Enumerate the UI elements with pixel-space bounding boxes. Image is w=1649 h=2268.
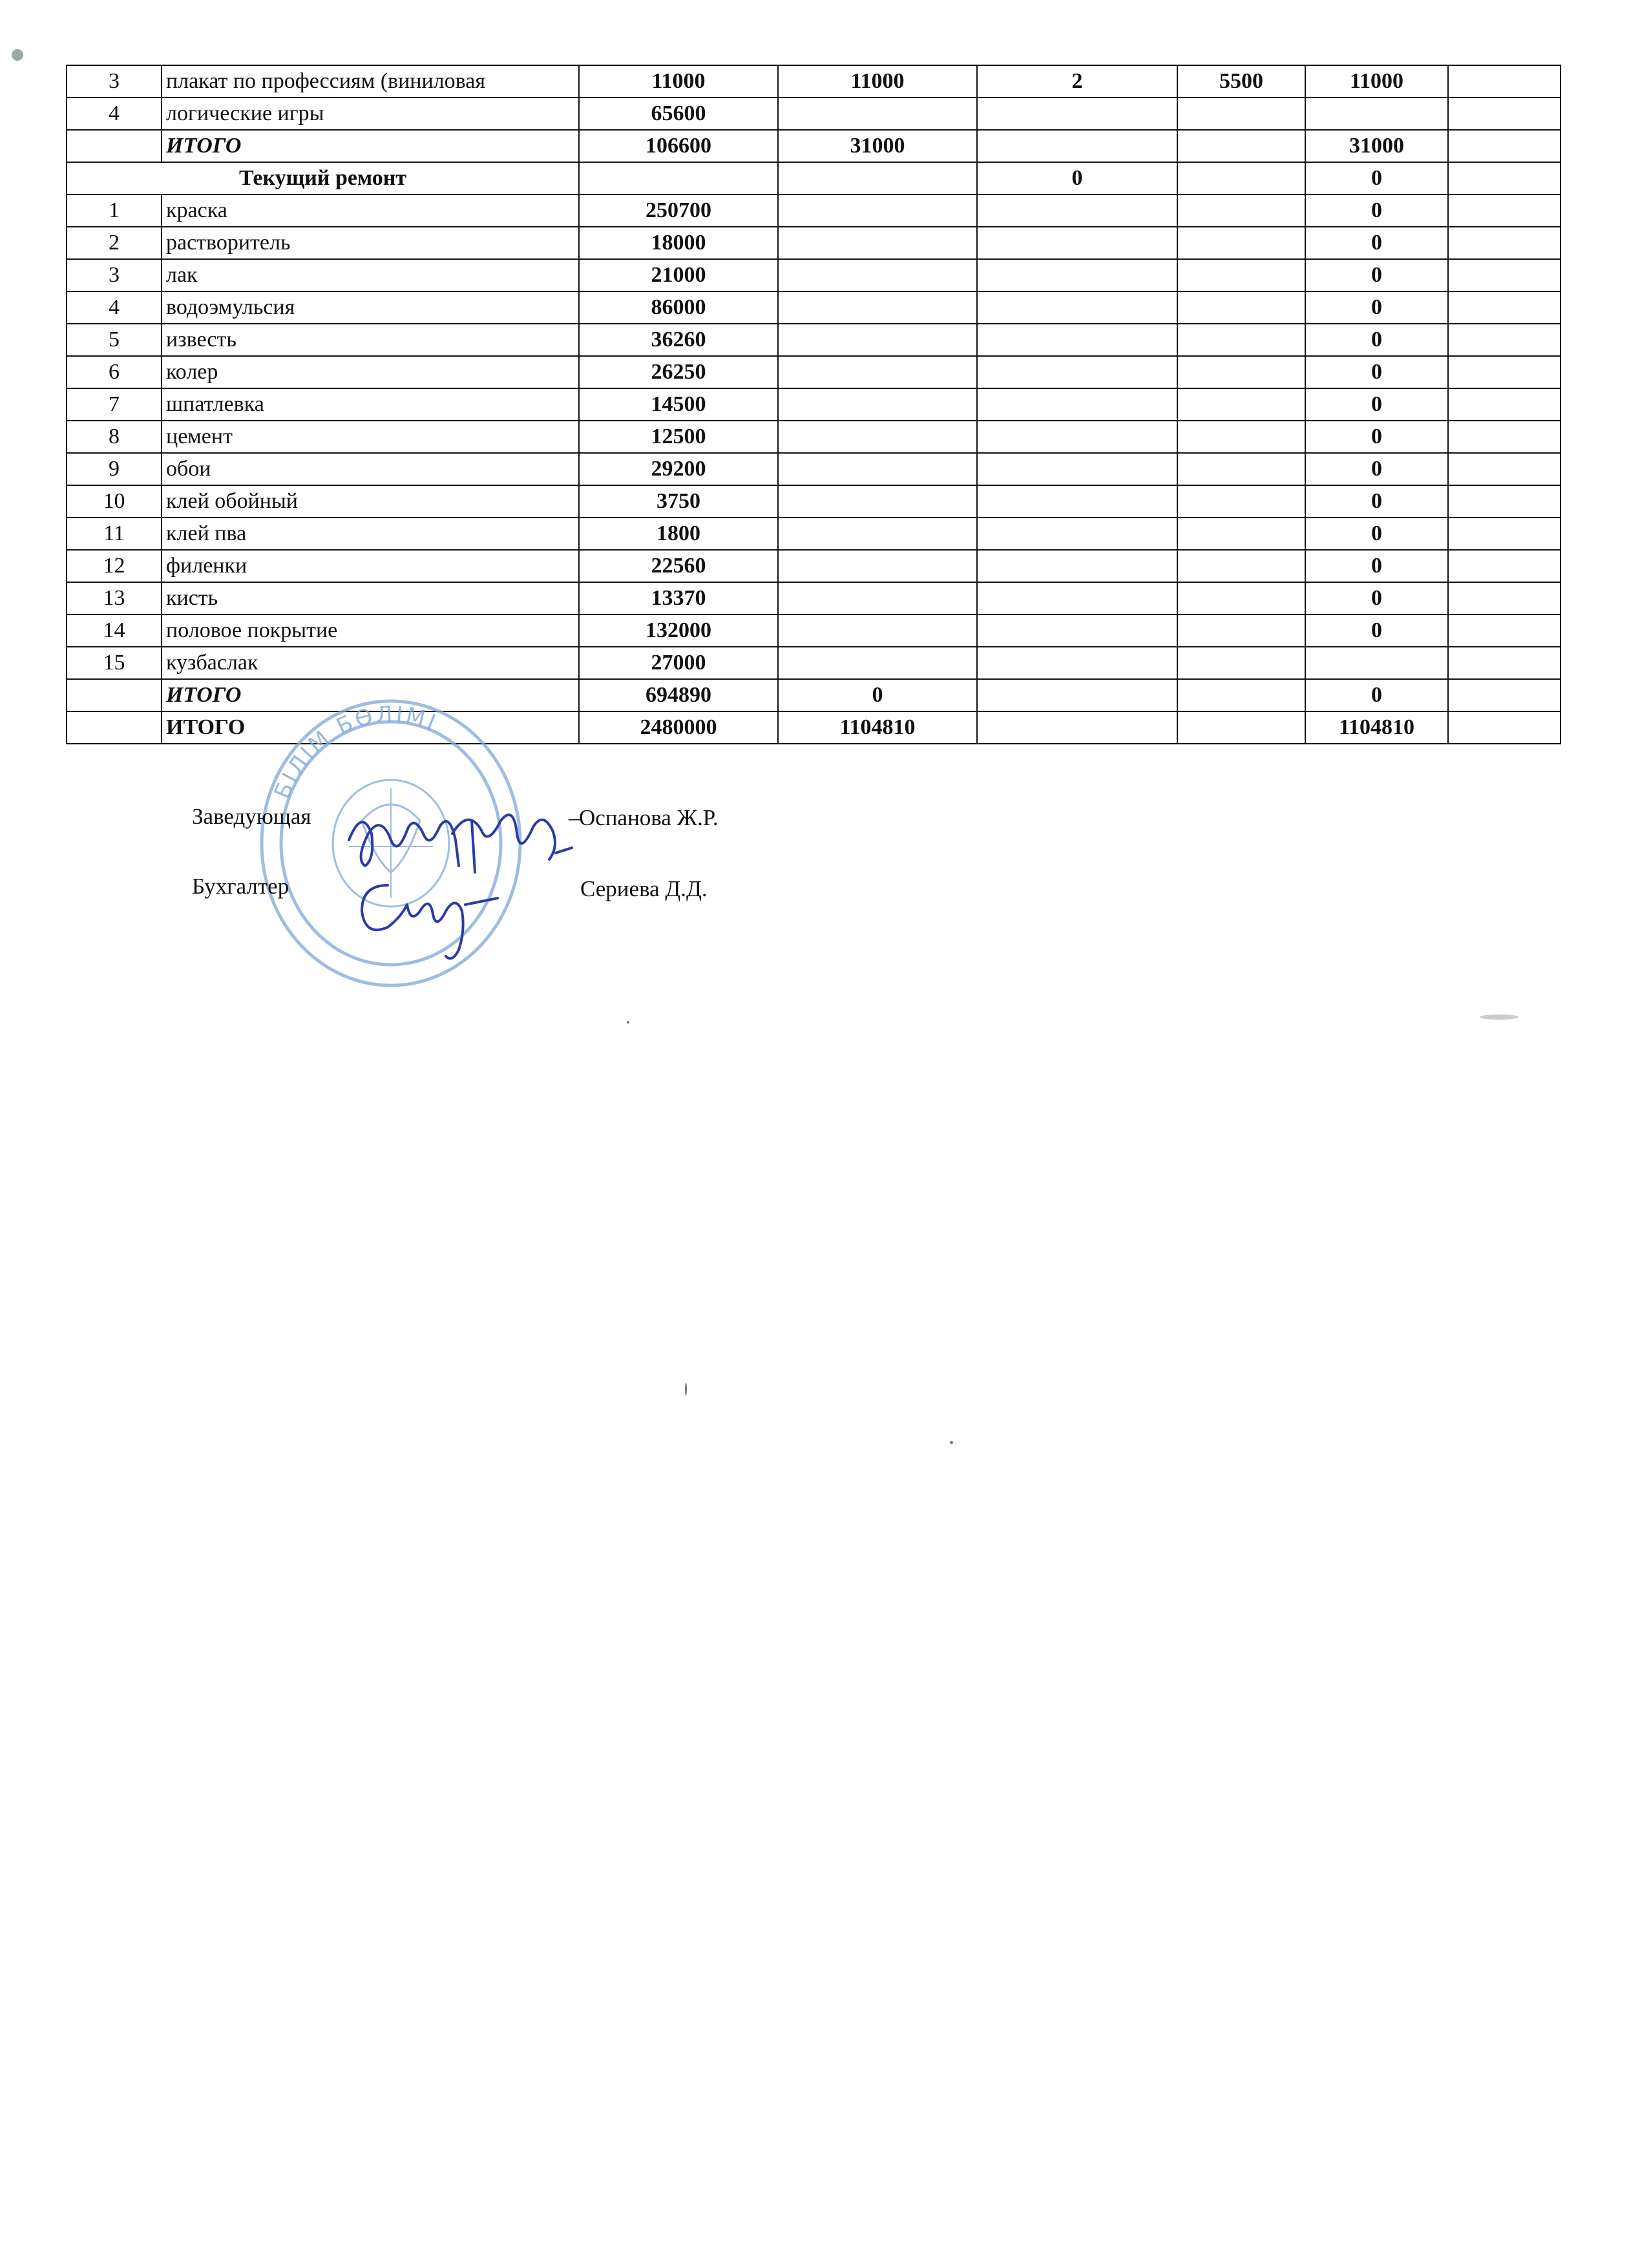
- cell-value-v4: [1177, 162, 1305, 194]
- table-row: [67, 324, 1560, 356]
- cell-value-v6: [1448, 550, 1560, 582]
- cell-value-v1: 11000: [579, 65, 778, 98]
- accountant-signature: [349, 866, 504, 969]
- cell-value-v5: 0: [1305, 291, 1448, 324]
- cell-value-v5: 0: [1305, 356, 1448, 388]
- cell-value-v6: [1448, 679, 1560, 711]
- cell-item-name: половое покрытие: [162, 614, 579, 647]
- table-row: [67, 388, 1560, 421]
- cell-number: 5: [67, 324, 162, 356]
- cell-number: [67, 130, 162, 162]
- cell-item-name: клей пва: [162, 518, 579, 550]
- cell-item-name: шпатлевка: [162, 388, 579, 421]
- table-row: [67, 259, 1560, 291]
- cell-value-v4: [1177, 679, 1305, 711]
- cell-item-name: водоэмульсия: [162, 291, 579, 324]
- cell-value-v2: [778, 421, 977, 453]
- cell-value-v3: [977, 453, 1177, 485]
- cell-value-v4: [1177, 388, 1305, 421]
- stamp-text: БІЛІМ БӨЛІМІ: [269, 701, 442, 803]
- cell-value-v1: 26250: [579, 356, 778, 388]
- cell-value-v3: [977, 227, 1177, 259]
- cell-number: 7: [67, 388, 162, 421]
- cell-value-v4: [1177, 194, 1305, 227]
- cell-item-name: цемент: [162, 421, 579, 453]
- cell-value-v5: 0: [1305, 388, 1448, 421]
- cell-item-name: плакат по профессиям (виниловая: [162, 65, 579, 98]
- cell-item-name: краска: [162, 194, 579, 227]
- cell-number: 2: [67, 227, 162, 259]
- cell-value-v6: [1448, 711, 1560, 744]
- cell-value-v4: [1177, 291, 1305, 324]
- cell-value-v4: [1177, 614, 1305, 647]
- cell-value-v6: [1448, 485, 1560, 518]
- table-row: [67, 485, 1560, 518]
- cell-value-v5: 0: [1305, 550, 1448, 582]
- cell-value-v3: [977, 647, 1177, 679]
- scan-speck: [685, 1383, 687, 1396]
- cell-value-v5: 11000: [1305, 65, 1448, 98]
- table-row: [67, 98, 1560, 130]
- cell-value-v1: 132000: [579, 614, 778, 647]
- cell-value-v1: 18000: [579, 227, 778, 259]
- cell-number: 8: [67, 421, 162, 453]
- cell-value-v1: 3750: [579, 485, 778, 518]
- table-row: [67, 550, 1560, 582]
- cell-item-name: колер: [162, 356, 579, 388]
- head-name-dash: –: [569, 805, 580, 830]
- cell-value-v1: 1800: [579, 518, 778, 550]
- cell-number: 13: [67, 582, 162, 614]
- cell-value-v4: 5500: [1177, 65, 1305, 98]
- cell-value-v3: [977, 421, 1177, 453]
- cell-value-v2: [778, 324, 977, 356]
- cell-value-v5: 0: [1305, 614, 1448, 647]
- cell-number: 4: [67, 291, 162, 324]
- scan-speck: [1480, 1014, 1518, 1020]
- cell-value-v2: 1104810: [778, 711, 977, 744]
- cell-value-v5: [1305, 98, 1448, 130]
- cell-value-v2: [778, 194, 977, 227]
- cell-value-v3: [977, 259, 1177, 291]
- cell-number: 6: [67, 356, 162, 388]
- accountant-name: Сериева Д.Д.: [580, 876, 708, 901]
- cell-value-v6: [1448, 421, 1560, 453]
- cell-value-v1: 22560: [579, 550, 778, 582]
- cell-number: 1: [67, 194, 162, 227]
- table-row: [67, 421, 1560, 453]
- cell-value-v4: [1177, 130, 1305, 162]
- cell-value-v6: [1448, 582, 1560, 614]
- table-body: [67, 65, 1560, 744]
- scan-speck: [627, 1021, 629, 1024]
- cell-value-v4: [1177, 356, 1305, 388]
- cell-value-v5: 1104810: [1305, 711, 1448, 744]
- table-row: [67, 582, 1560, 614]
- scan-speck: [12, 49, 23, 61]
- cell-value-v6: [1448, 388, 1560, 421]
- cell-value-v5: [1305, 647, 1448, 679]
- cell-value-v2: [778, 485, 977, 518]
- cell-value-v6: [1448, 194, 1560, 227]
- cell-value-v3: 0: [977, 162, 1177, 194]
- cell-value-v1: 12500: [579, 421, 778, 453]
- cell-item-name: кисть: [162, 582, 579, 614]
- cell-value-v6: [1448, 324, 1560, 356]
- cell-number: 4: [67, 98, 162, 130]
- cell-value-v5: 0: [1305, 679, 1448, 711]
- cell-value-v2: [778, 291, 977, 324]
- cell-value-v1: 250700: [579, 194, 778, 227]
- cell-value-v5: 31000: [1305, 130, 1448, 162]
- cell-label: ИТОГО: [162, 679, 579, 711]
- scan-speck: [950, 1441, 953, 1444]
- cell-value-v6: [1448, 130, 1560, 162]
- cell-value-v6: [1448, 291, 1560, 324]
- head-title: Заведующая: [192, 804, 311, 829]
- cell-value-v4: [1177, 453, 1305, 485]
- cell-item-name: кузбаслак: [162, 647, 579, 679]
- cell-value-v4: [1177, 98, 1305, 130]
- cell-number: 12: [67, 550, 162, 582]
- cell-value-v4: [1177, 421, 1305, 453]
- table-row: [67, 291, 1560, 324]
- table-row: [67, 194, 1560, 227]
- cell-value-v5: 0: [1305, 162, 1448, 194]
- cell-value-v4: [1177, 582, 1305, 614]
- cell-item-name: филенки: [162, 550, 579, 582]
- section-header-row: [67, 162, 1560, 194]
- cell-item-name: известь: [162, 324, 579, 356]
- cell-value-v3: [977, 614, 1177, 647]
- cell-value-v1: 27000: [579, 647, 778, 679]
- cell-number: [67, 679, 162, 711]
- cell-value-v2: [778, 614, 977, 647]
- cell-value-v2: [778, 388, 977, 421]
- cell-value-v2: [778, 550, 977, 582]
- cell-value-v4: [1177, 227, 1305, 259]
- cell-value-v3: [977, 485, 1177, 518]
- cell-item-name: логические игры: [162, 98, 579, 130]
- cell-value-v3: 2: [977, 65, 1177, 98]
- table-row: [67, 356, 1560, 388]
- cell-value-v1: 13370: [579, 582, 778, 614]
- cell-value-v2: [778, 259, 977, 291]
- cell-item-name: обои: [162, 453, 579, 485]
- cell-value-v1: 694890: [579, 679, 778, 711]
- cell-number: 9: [67, 453, 162, 485]
- cell-value-v4: [1177, 550, 1305, 582]
- cell-value-v3: [977, 291, 1177, 324]
- cell-number: 15: [67, 647, 162, 679]
- cell-value-v1: 29200: [579, 453, 778, 485]
- accountant-title: Бухгалтер: [192, 874, 289, 899]
- cell-label: ИТОГО: [162, 130, 579, 162]
- table-row: [67, 227, 1560, 259]
- cell-value-v4: [1177, 259, 1305, 291]
- cell-value-v5: 0: [1305, 259, 1448, 291]
- cell-value-v5: 0: [1305, 421, 1448, 453]
- cell-value-v2: [778, 162, 977, 194]
- head-signature: [336, 795, 575, 879]
- cell-value-v2: [778, 227, 977, 259]
- cell-value-v1: 106600: [579, 130, 778, 162]
- cell-value-v4: [1177, 711, 1305, 744]
- cell-number: 14: [67, 614, 162, 647]
- cell-value-v3: [977, 388, 1177, 421]
- table-row: [67, 614, 1560, 647]
- cell-value-v1: [579, 162, 778, 194]
- cell-value-v1: 36260: [579, 324, 778, 356]
- cell-value-v5: 0: [1305, 194, 1448, 227]
- cell-value-v1: 65600: [579, 98, 778, 130]
- cell-number: 11: [67, 518, 162, 550]
- table-row: [67, 65, 1560, 98]
- cell-label: ИТОГО: [162, 711, 579, 744]
- subtotal-row: [67, 679, 1560, 711]
- cell-value-v3: [977, 711, 1177, 744]
- cell-value-v3: [977, 550, 1177, 582]
- cell-value-v3: [977, 582, 1177, 614]
- cell-value-v2: [778, 647, 977, 679]
- cell-value-v4: [1177, 518, 1305, 550]
- cell-value-v3: [977, 518, 1177, 550]
- table-row: [67, 647, 1560, 679]
- cell-value-v4: [1177, 647, 1305, 679]
- cell-value-v3: [977, 130, 1177, 162]
- subtotal-row: [67, 130, 1560, 162]
- cell-item-name: растворитель: [162, 227, 579, 259]
- cell-number: 10: [67, 485, 162, 518]
- cell-value-v2: 31000: [778, 130, 977, 162]
- cell-value-v6: [1448, 647, 1560, 679]
- cell-value-v5: 0: [1305, 453, 1448, 485]
- cell-value-v6: [1448, 98, 1560, 130]
- budget-table: [66, 65, 1561, 744]
- cell-value-v6: [1448, 162, 1560, 194]
- cell-number: [67, 711, 162, 744]
- cell-value-v2: [778, 98, 977, 130]
- cell-value-v2: 11000: [778, 65, 977, 98]
- cell-value-v5: 0: [1305, 227, 1448, 259]
- cell-value-v5: 0: [1305, 518, 1448, 550]
- head-name: Оспанова Ж.Р.: [579, 805, 719, 830]
- cell-value-v2: [778, 518, 977, 550]
- cell-value-v6: [1448, 65, 1560, 98]
- cell-value-v4: [1177, 324, 1305, 356]
- cell-label: Текущий ремонт: [67, 162, 579, 194]
- grand-total-row: [67, 711, 1560, 744]
- cell-value-v4: [1177, 485, 1305, 518]
- cell-value-v2: 0: [778, 679, 977, 711]
- cell-value-v3: [977, 98, 1177, 130]
- cell-value-v1: 14500: [579, 388, 778, 421]
- cell-value-v5: 0: [1305, 582, 1448, 614]
- cell-item-name: лак: [162, 259, 579, 291]
- cell-value-v1: 86000: [579, 291, 778, 324]
- cell-value-v1: 21000: [579, 259, 778, 291]
- cell-value-v2: [778, 453, 977, 485]
- table-row: [67, 518, 1560, 550]
- cell-value-v3: [977, 356, 1177, 388]
- cell-value-v6: [1448, 259, 1560, 291]
- cell-value-v5: 0: [1305, 485, 1448, 518]
- cell-value-v3: [977, 324, 1177, 356]
- cell-value-v6: [1448, 356, 1560, 388]
- cell-value-v2: [778, 356, 977, 388]
- cell-value-v6: [1448, 453, 1560, 485]
- cell-value-v3: [977, 679, 1177, 711]
- cell-value-v3: [977, 194, 1177, 227]
- cell-number: 3: [67, 65, 162, 98]
- cell-value-v6: [1448, 227, 1560, 259]
- table-row: [67, 453, 1560, 485]
- cell-number: 3: [67, 259, 162, 291]
- cell-value-v5: 0: [1305, 324, 1448, 356]
- cell-item-name: клей обойный: [162, 485, 579, 518]
- cell-value-v1: 2480000: [579, 711, 778, 744]
- cell-value-v6: [1448, 518, 1560, 550]
- cell-value-v2: [778, 582, 977, 614]
- cell-value-v6: [1448, 614, 1560, 647]
